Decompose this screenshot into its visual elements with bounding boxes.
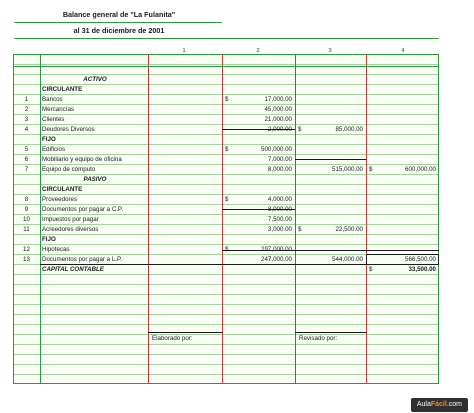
amount-col-4 [366, 225, 439, 235]
amount-col-3 [295, 145, 366, 155]
amount-col-3: 85,000.00 [335, 126, 363, 133]
row-number: 4 [24, 126, 29, 133]
amount-col-2: 8,000.00 [267, 206, 292, 213]
amount-col-4 [366, 135, 439, 145]
account-label: Bancos [42, 96, 63, 103]
account-label: Proveedores [42, 196, 78, 203]
capital-total-box [366, 254, 439, 265]
row-number: 2 [24, 106, 29, 113]
account-label: Equipo de cómputo [42, 166, 96, 173]
table-row [13, 145, 439, 155]
amount-col-4 [366, 115, 439, 125]
page-title: Balance general de "La Fulanita" [62, 10, 176, 19]
amount-col-3 [295, 95, 366, 105]
amount-col-3 [295, 175, 366, 185]
amount-col-2: 45,000.00 [264, 106, 292, 113]
account-label: FIJO [42, 136, 56, 143]
amount-col-2: 21,000.00 [264, 116, 292, 123]
column-number-3: 3 [328, 48, 332, 54]
logo-part-1: Aula [416, 401, 431, 408]
amount-col-2 [222, 135, 295, 145]
amount-col-4 [366, 235, 439, 245]
sheet-header-line [13, 66, 439, 67]
reviewed-by-rule [295, 332, 366, 333]
column-number-4: 4 [401, 48, 405, 54]
subtotal-rule-c2-activo [295, 159, 366, 160]
subtotal-rule-c2-pasivo [295, 250, 366, 251]
row-number: 12 [23, 246, 30, 253]
row-number [13, 185, 40, 195]
amount-col-3 [295, 235, 366, 245]
table-row [13, 215, 439, 225]
row-number: 8 [24, 196, 29, 203]
account-label: CIRCULANTE [42, 86, 83, 93]
capital-row-rule [40, 264, 366, 265]
amount-col-3 [295, 185, 366, 195]
account-label: CIRCULANTE [42, 186, 83, 193]
row-number [13, 265, 40, 275]
amount-col-4: 566,500.00 [405, 256, 436, 263]
amount-col-3 [295, 265, 366, 275]
column-number-2: 2 [256, 48, 260, 54]
account-label: Impuestos por pagar [42, 216, 99, 223]
account-label: Documentos por pagar a C.P. [42, 206, 124, 213]
amount-col-3 [295, 195, 366, 205]
row-number [13, 135, 40, 145]
amount-col-4 [366, 145, 439, 155]
account-label: Mobiliario y equipo de oficina [42, 156, 122, 163]
row-number [13, 235, 40, 245]
table-row [13, 185, 439, 195]
amount-col-4 [366, 185, 439, 195]
table-row [13, 265, 439, 275]
amount-col-2: 247,000.00 [261, 256, 292, 263]
amount-col-2: 8,000.00 [267, 166, 292, 173]
amount-col-3 [295, 155, 366, 165]
amount-col-4 [366, 105, 439, 115]
table-row [13, 165, 439, 175]
account-label: FIJO [42, 236, 56, 243]
amount-col-3 [295, 75, 366, 85]
account-label: Mercancías [42, 106, 74, 113]
subtotal-rule-c1-pasivo-fijo [222, 250, 295, 251]
amount-col-2: 297,000.00 [261, 246, 292, 253]
account-label: Deudores Diversos [42, 126, 95, 133]
table-row [13, 175, 439, 185]
currency-sign: $ [369, 266, 373, 273]
subtotal-rule-c3-pasivo [366, 250, 439, 251]
amount-col-4 [366, 95, 439, 105]
amount-col-2: 2,000.00 [267, 126, 292, 133]
amount-col-2: 500,000.00 [261, 146, 292, 153]
amount-col-2: 17,000.00 [264, 96, 292, 103]
table-row [13, 205, 439, 215]
amount-col-4 [366, 155, 439, 165]
amount-col-4 [366, 125, 439, 135]
amount-col-3 [295, 115, 366, 125]
row-number: 1 [24, 96, 29, 103]
amount-col-4 [366, 215, 439, 225]
row-number: 7 [24, 166, 29, 173]
currency-sign: $ [225, 246, 229, 253]
amount-col-2 [222, 75, 295, 85]
row-number: 5 [24, 146, 29, 153]
table-row [13, 85, 439, 95]
row-number: 11 [23, 226, 30, 233]
subtotal-rule-c1-activo-circ [222, 129, 295, 130]
table-row [13, 225, 439, 235]
aulafacil-logo [411, 398, 468, 412]
row-number: 9 [24, 206, 29, 213]
amount-col-2 [222, 265, 295, 275]
amount-col-3 [295, 85, 366, 95]
amount-col-4 [366, 85, 439, 95]
amount-col-4 [366, 195, 439, 205]
account-label: PASIVO [83, 176, 107, 183]
amount-col-2 [222, 85, 295, 95]
account-label: Edificios [42, 146, 66, 153]
table-row [13, 105, 439, 115]
statement-date: al 31 de diciembre de 2001 [73, 26, 165, 35]
title-underline [14, 22, 222, 23]
amount-col-4 [366, 175, 439, 185]
table-row [13, 155, 439, 165]
currency-sign: $ [298, 226, 302, 233]
table-row [13, 195, 439, 205]
currency-sign: $ [225, 196, 229, 203]
amount-col-4 [366, 205, 439, 215]
amount-col-3 [295, 205, 366, 215]
currency-sign: $ [225, 146, 229, 153]
row-number: 13 [23, 256, 30, 263]
subtotal-rule-c1-pasivo-circ [222, 209, 295, 210]
amount-col-2 [222, 185, 295, 195]
amount-col-3 [295, 215, 366, 225]
account-label: Hipotecas [42, 246, 70, 253]
amount-col-2: 3,000.00 [267, 226, 292, 233]
currency-sign: $ [225, 96, 229, 103]
account-label: ACTIVO [83, 76, 107, 83]
table-row [13, 95, 439, 105]
account-label: Documentos por pagar a L.P. [42, 256, 123, 263]
amount-col-4 [366, 75, 439, 85]
reviewed-by-label: Revisado por: [299, 335, 338, 342]
table-row [13, 115, 439, 125]
currency-sign: $ [369, 166, 373, 173]
prepared-by-label: Elaborado por: [152, 335, 193, 342]
amount-col-2: 7,000.00 [267, 156, 292, 163]
amount-col-3: 544,000.00 [332, 256, 363, 263]
account-label: CAPITAL CONTABLE [42, 266, 104, 273]
amount-col-2: 7,500.00 [267, 216, 292, 223]
amount-col-4: 600,000.00 [405, 166, 436, 173]
row-number [13, 85, 40, 95]
table-row [13, 125, 439, 135]
row-number: 6 [24, 156, 29, 163]
row-number [13, 75, 40, 85]
prepared-by-rule [148, 332, 222, 333]
row-number: 10 [23, 216, 30, 223]
currency-sign: $ [298, 126, 302, 133]
row-number [13, 175, 40, 185]
table-row [13, 135, 439, 145]
account-label: Acreedores diversos [42, 226, 99, 233]
column-number-1: 1 [182, 48, 186, 54]
account-label: Clientes [42, 116, 65, 123]
date-underline [14, 38, 439, 39]
amount-col-2: 4,000.00 [267, 196, 292, 203]
logo-part-3: .com [446, 401, 462, 408]
table-row [13, 235, 439, 245]
amount-col-3: 515,000.00 [332, 166, 363, 173]
row-number: 3 [24, 116, 29, 123]
amount-col-2 [222, 175, 295, 185]
amount-col-3 [295, 105, 366, 115]
amount-col-4: 33,500.00 [408, 266, 436, 273]
logo-part-2: Fácil [430, 401, 447, 408]
amount-col-3 [295, 135, 366, 145]
table-row [13, 75, 439, 85]
amount-col-2 [222, 235, 295, 245]
amount-col-3: 22,500.00 [335, 226, 363, 233]
